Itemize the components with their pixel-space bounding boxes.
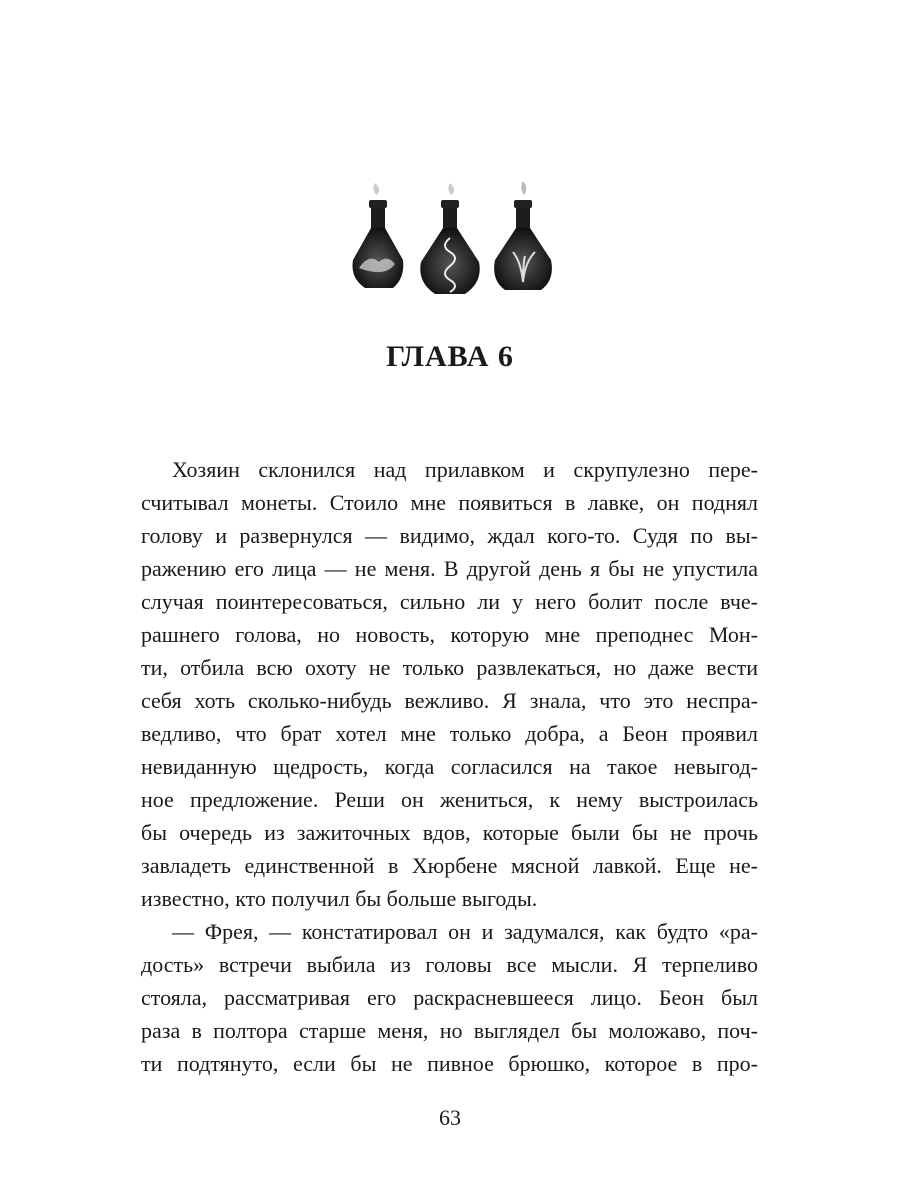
text-line: ражению его лица — не меня. В другой день я бы не упустила xyxy=(141,556,758,581)
text-line: дость» встречи выбила из головы все мысли. Я терпеливо xyxy=(141,952,758,977)
potion-bottles-ornament xyxy=(345,178,555,306)
text-line: раза в полтора старше меня, но выглядел бы моложаво, поч- xyxy=(141,1018,758,1043)
text-line: стояла, рассматривая его раскрасневшееся лицо. Беон был xyxy=(141,985,758,1010)
body-text xyxy=(141,453,758,1080)
text-line: ное предложение. Реши он жениться, к нему выстроилась xyxy=(141,787,758,812)
bottle-right-icon xyxy=(494,181,552,290)
bottle-middle-icon xyxy=(420,183,479,294)
text-line: себя хоть сколько-нибудь вежливо. Я знала, что это неспра- xyxy=(141,688,758,713)
text-line: известно, кто получил бы больше выгоды. xyxy=(141,886,538,911)
text-line: голову и развернулся — видимо, ждал кого-то. Судя по вы- xyxy=(141,523,758,548)
text-line: — Фрея, — констатировал он и задумался, как будто «ра- xyxy=(172,919,758,944)
text-line: считывал монеты. Стоило мне появиться в лавке, он поднял xyxy=(141,490,758,515)
text-line: завладеть единственной в Хюрбене мясной лавкой. Еще не- xyxy=(141,853,758,878)
text-line: ти подтянуто, если бы не пивное брюшко, которое в про- xyxy=(141,1051,758,1076)
page-number: 63 xyxy=(439,1105,461,1130)
text-line: ти, отбила всю охоту не только развлекаться, но даже вести xyxy=(141,655,758,680)
text-line: случая поинтересоваться, сильно ли у него болит после вче- xyxy=(141,589,758,614)
text-line: рашнего голова, но новость, которую мне преподнес Мон- xyxy=(141,622,758,647)
bottle-left-icon xyxy=(353,183,404,288)
text-line: ведливо, что брат хотел мне только добра, а Беон проявил xyxy=(141,721,758,746)
chapter-title: ГЛАВА 6 xyxy=(386,340,514,373)
text-line: невиданную щедрость, когда согласился на такое невыгод- xyxy=(141,754,758,779)
text-line: Хозяин склонился над прилавком и скрупулезно пере- xyxy=(172,457,758,482)
text-line: бы очередь из зажиточных вдов, которые были бы не прочь xyxy=(141,820,758,845)
